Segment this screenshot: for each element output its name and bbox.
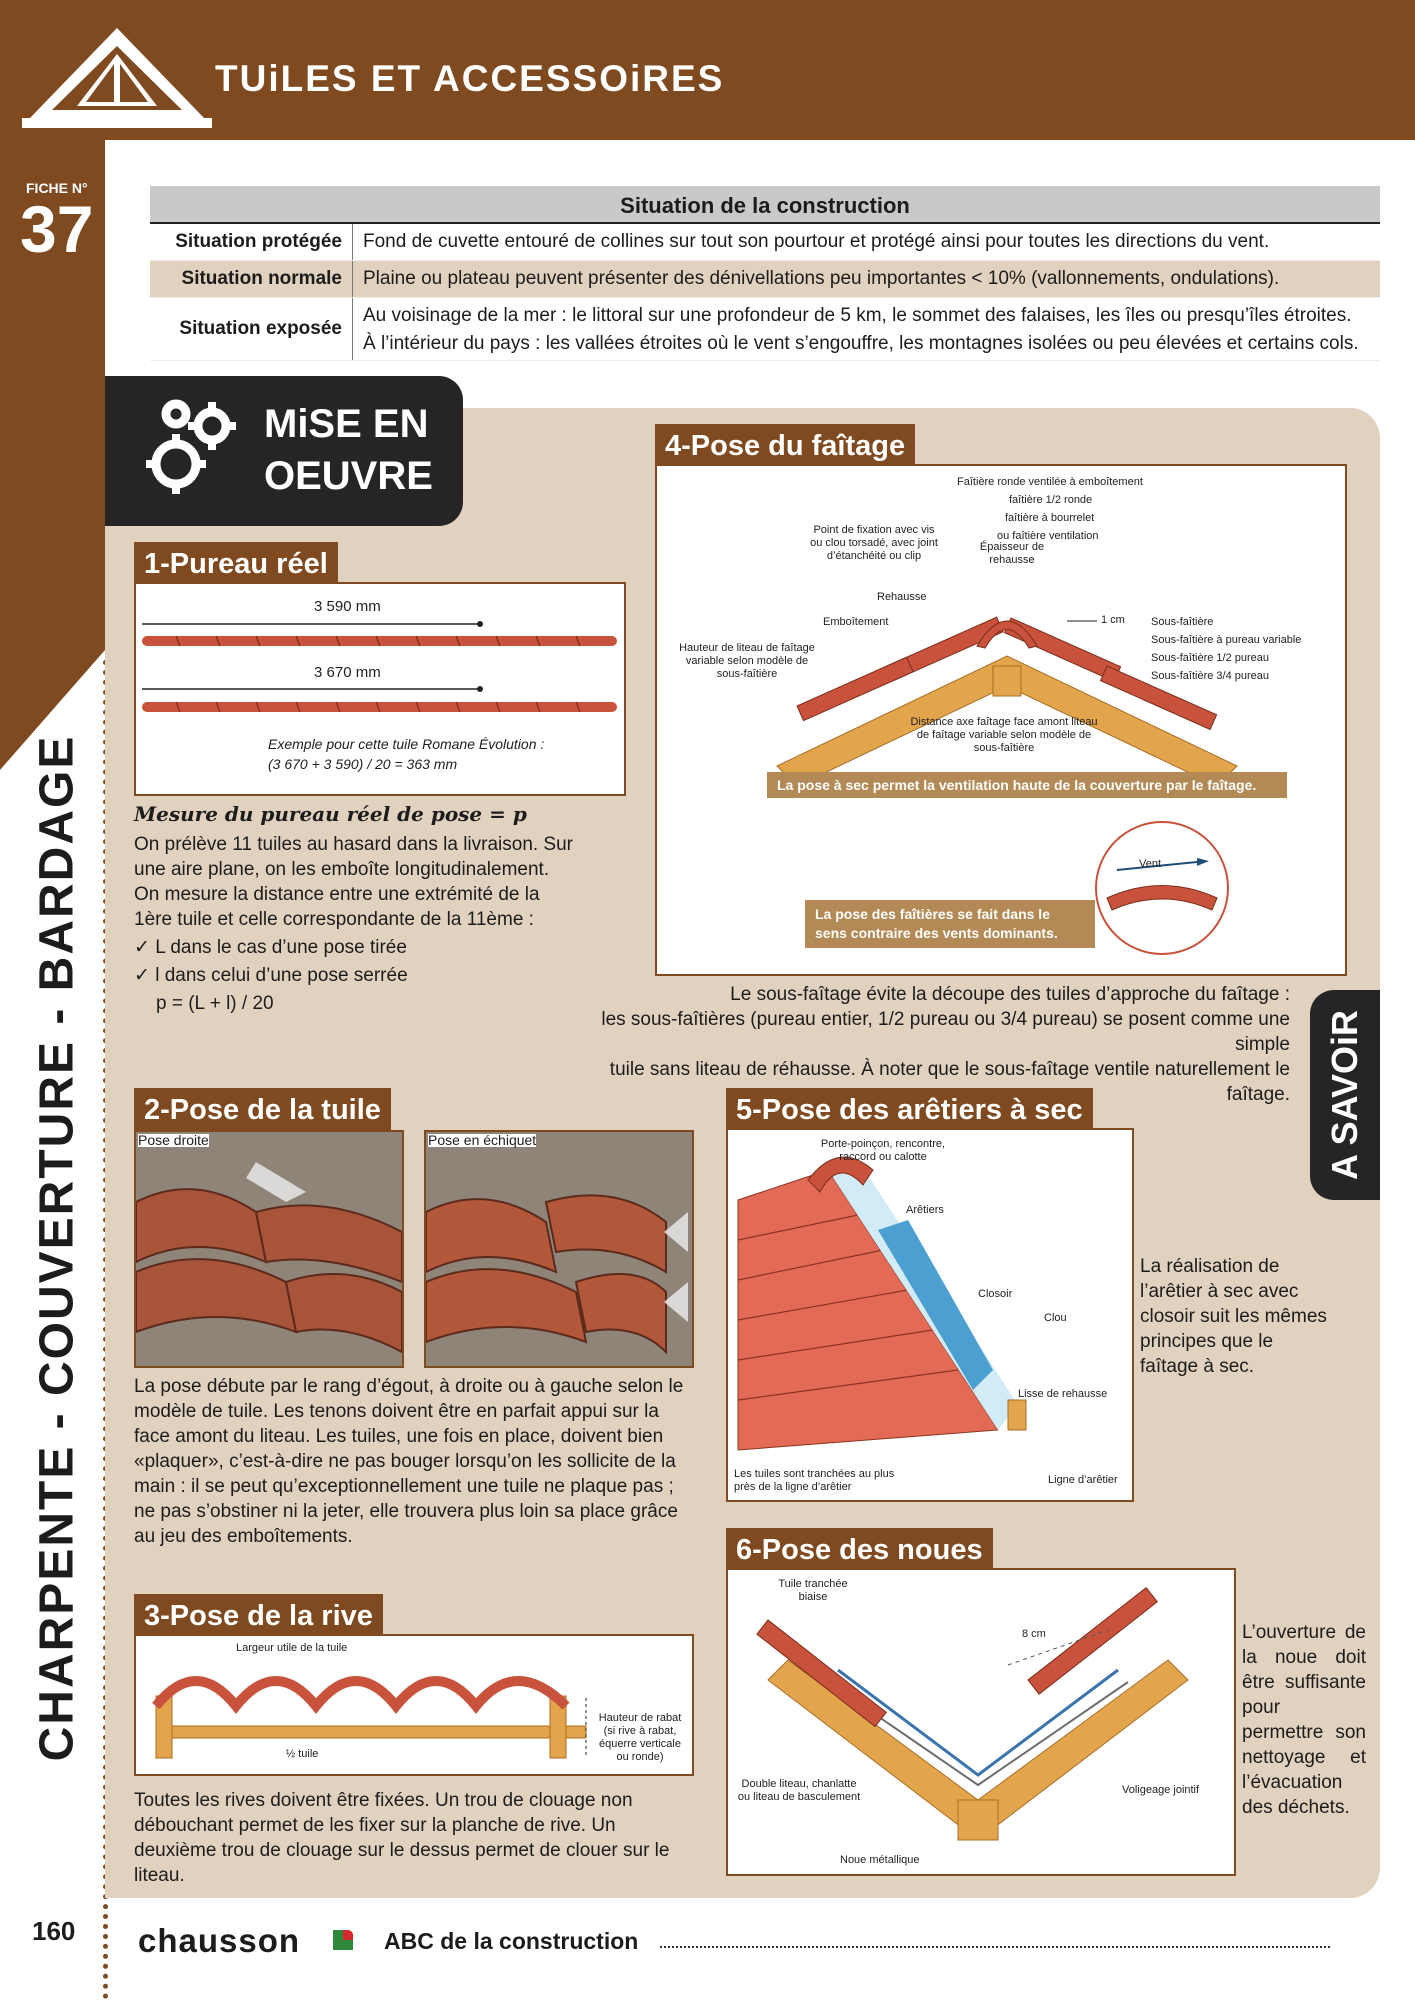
aretier-diagram	[726, 1128, 1134, 1502]
noue-text: L’ouverture de la noue doit être suffisante pour permettre son nettoyage et l’évacuation des déchets.	[1242, 1622, 1366, 1818]
label-aretiers: Arêtiers	[906, 1204, 944, 1216]
dimension-1: 3 590 mm	[314, 598, 381, 615]
dimension-2: 3 670 mm	[314, 664, 381, 681]
section-4-title: 4-Pose du faîtage	[655, 424, 915, 468]
section-1-title: 1-Pureau réel	[134, 542, 338, 586]
mise-title-line1: MiSE EN	[264, 402, 429, 446]
label-closoir: Closoir	[978, 1288, 1013, 1300]
footer-dotted-line	[660, 1946, 1330, 1948]
label-1cm: 1 cm	[1101, 614, 1125, 626]
label-faitiere-ventilation: ou faîtière ventilation	[997, 530, 1099, 542]
label-tuiles-tranchees: Les tuiles sont tranchées au plus près de la ligne d’arêtier	[734, 1468, 895, 1493]
sous-faitage-line3: tuile sans liteau de réhausse. À noter que le sous-faîtage ventile naturellement le faîtage.	[609, 1059, 1290, 1105]
tiles-photo-2	[426, 1132, 692, 1366]
mise-en-oeuvre-title	[264, 398, 433, 502]
check-icon: ✓	[134, 965, 156, 986]
note-pose-sec: La pose à sec permet la ventilation haute de la couverture par le faîtage.	[767, 772, 1287, 798]
section-6-title: 6-Pose des noues	[726, 1528, 993, 1572]
section-3-title: 3-Pose de la rive	[134, 1594, 383, 1638]
check-item-2	[134, 963, 408, 988]
row-text	[353, 298, 1359, 360]
label-rehausse: Rehausse	[877, 591, 927, 603]
faitage-diagram	[655, 464, 1347, 976]
table-row	[150, 261, 1380, 298]
photo-pose-echiquet	[424, 1130, 694, 1368]
row-text-line1: Au voisinage de la mer : le littoral sur une profondeur de 5 km, le sommet des falaises, les îles ou presqu’îles étroites.	[363, 305, 1352, 326]
label-faitiere-bourrelet: faîtière à bourrelet	[1005, 512, 1095, 524]
gears-icon	[138, 392, 248, 502]
label-sous-faitiere-variable: Sous-faîtière à pureau variable	[1151, 634, 1302, 646]
label-distance-axe: Distance axe faîtage face amont liteau de faîtage variable selon modèle de sous-faîtière	[910, 716, 1098, 754]
fiche-number: 37	[20, 192, 94, 266]
pureau-formula: p = (L + l) / 20	[156, 993, 274, 1014]
label-lisse: Lisse de rehausse	[1018, 1388, 1108, 1400]
noue-drawing	[728, 1570, 1234, 1874]
label-emboitement: Emboîtement	[823, 616, 889, 628]
label-faitiere-ronde: Faîtière ronde ventilée à emboîtement	[957, 476, 1143, 488]
example-line2: (3 670 + 3 590) / 20 = 363 mm	[268, 756, 458, 772]
situation-table-title: Situation de la construction	[150, 186, 1380, 224]
row-label: Situation exposée	[150, 298, 353, 360]
label-largeur: Largeur utile de la tuile	[236, 1642, 348, 1654]
example-line1: Exemple pour cette tuile Romane Évolution :	[268, 736, 545, 752]
fiche-label: FICHE N°	[26, 180, 88, 196]
label-noue-metallique: Noue métallique	[840, 1854, 920, 1866]
note-sens-vents: La pose des faîtières se fait dans le sens contraire des vents dominants.	[805, 900, 1095, 948]
section-2-title: 2-Pose de la tuile	[134, 1088, 391, 1132]
label-demi-tuile: ½ tuile	[286, 1748, 319, 1760]
label-hauteur-rabat: Hauteur de rabat (si rive à rabat, équerre verticale ou ronde)	[598, 1712, 682, 1763]
label-double-liteau: Double liteau, chanlatte ou liteau de basculement	[737, 1778, 861, 1803]
label-sous-faitiere-3-4: Sous-faîtière 3/4 pureau	[1151, 670, 1270, 682]
label-8cm: 8 cm	[1022, 1628, 1046, 1640]
label-sous-faitiere-demi: Sous-faîtière 1/2 pureau	[1151, 652, 1270, 664]
check-item-1	[134, 935, 407, 960]
label-epaisseur: Épaisseur de rehausse	[979, 541, 1045, 566]
vent-circle-diagram	[1087, 818, 1237, 958]
mise-title-line2: OEUVRE	[264, 454, 433, 498]
label-voligeage: Voligeage jointif	[1122, 1784, 1200, 1796]
sous-faitage-line1: Le sous-faîtage évite la découpe des tuiles d’approche du faîtage :	[730, 984, 1290, 1005]
label-porte-poincon: Porte-poinçon, rencontre, raccord ou calotte	[820, 1138, 946, 1163]
photo-label-echiquet: Pose en échiquet	[428, 1132, 537, 1148]
rive-diagram	[134, 1634, 694, 1776]
pureau-diagram	[134, 582, 626, 796]
noue-diagram	[726, 1568, 1236, 1876]
brand-logo: chausson	[138, 1922, 301, 1959]
aretier-drawing	[728, 1130, 1132, 1500]
pose-tuile-text: La pose débute par le rang d’égout, à droite ou à gauche selon le modèle de tuile. Les tenons doivent être en parfait appui sur la face amont du liteau. Les tuiles, une fois en place, doivent bien «plaquer», c’est-à-dire ne pas bouger lorsqu’on les sollicite de la main : il se peut qu’exceptionnellement une tuile ne plaque pas ; ne pas s’obstiner ni la jeter, elle trouvera plus loin sa place grâce au jeu des emboîtements.	[134, 1376, 684, 1547]
pureau-text: On prélève 11 tuiles au hasard dans la livraison. Sur une aire plane, on les emboîte longitudinalement. On mesure la distance entre une extrémité de la 1ère tuile et celle correspondante de la 11ème :	[134, 834, 574, 930]
footer-text: ABC de la construction	[384, 1928, 639, 1954]
label-tuile-tranchee: Tuile tranchée biaise	[778, 1578, 848, 1603]
label-faitiere-demi: faîtière 1/2 ronde	[1009, 494, 1093, 506]
check-text: L dans le cas d’une pose tirée	[155, 937, 407, 958]
check-icon: ✓	[134, 937, 156, 958]
row-text: Fond de cuvette entouré de collines sur tout son pourtour et protégé ainsi pour toutes les directions du vent.	[363, 231, 1270, 252]
vertical-section-title: CHARPENTE - COUVERTURE - BARDAGE	[30, 734, 84, 1762]
label-fixation: Point de fixation avec vis ou clou torsadé, avec joint d’étanchéité ou clip	[810, 524, 938, 562]
brand-logo-mark-red-icon	[343, 1930, 353, 1940]
sous-faitage-line2: les sous-faîtières (pureau entier, 1/2 pureau ou 3/4 pureau) se posent comme une simple	[601, 1009, 1290, 1055]
section-5-title: 5-Pose des arêtiers à sec	[726, 1088, 1093, 1132]
label-hauteur-liteau: Hauteur de liteau de faîtage variable selon modèle de sous-faîtière	[679, 642, 815, 680]
photo-label-droite: Pose droite	[138, 1132, 209, 1148]
roof-truss-logo-icon	[22, 22, 212, 132]
tiles-photo-1	[136, 1132, 402, 1366]
situation-table	[150, 186, 1380, 361]
label-vent: Vent	[1139, 858, 1162, 870]
table-row	[150, 224, 1380, 261]
pose-rive-text: Toutes les rives doivent être fixées. Un trou de clouage non débouchant permet de les fixer sur la planche de rive. Un deuxième trou de clouage sur le dessus permet de clouer sur le liteau.	[134, 1790, 670, 1886]
a-savoir-label: A SAVOiR	[1324, 1009, 1365, 1181]
label-ligne-aretier: Ligne d’arêtier	[1048, 1474, 1118, 1486]
label-clou: Clou	[1044, 1312, 1067, 1324]
aretier-text: La réalisation de l’arêtier à sec avec closoir suit les mêmes principes que le faîtage à sec.	[1140, 1256, 1327, 1377]
label-sous-faitiere: Sous-faîtière	[1151, 616, 1214, 628]
row-text-line2: À l’intérieur du pays : les vallées étroites où le vent s’engouffre, les montagnes isolées ou peu élevées et certains cols.	[363, 333, 1359, 354]
row-text: Plaine ou plateau peuvent présenter des dénivellations peu importantes < 10% (vallonnements, ondulations).	[363, 268, 1280, 289]
pureau-subtitle: Mesure du pureau réel de pose = p	[134, 802, 527, 826]
page-title: TUiLES ET ACCESSOiRES	[215, 58, 725, 99]
check-text: l dans celui d’une pose serrée	[155, 965, 408, 986]
row-label: Situation normale	[150, 261, 353, 297]
row-label: Situation protégée	[150, 224, 353, 260]
page-number: 160	[32, 1916, 76, 1946]
photo-pose-droite	[134, 1130, 404, 1368]
table-row	[150, 298, 1380, 361]
